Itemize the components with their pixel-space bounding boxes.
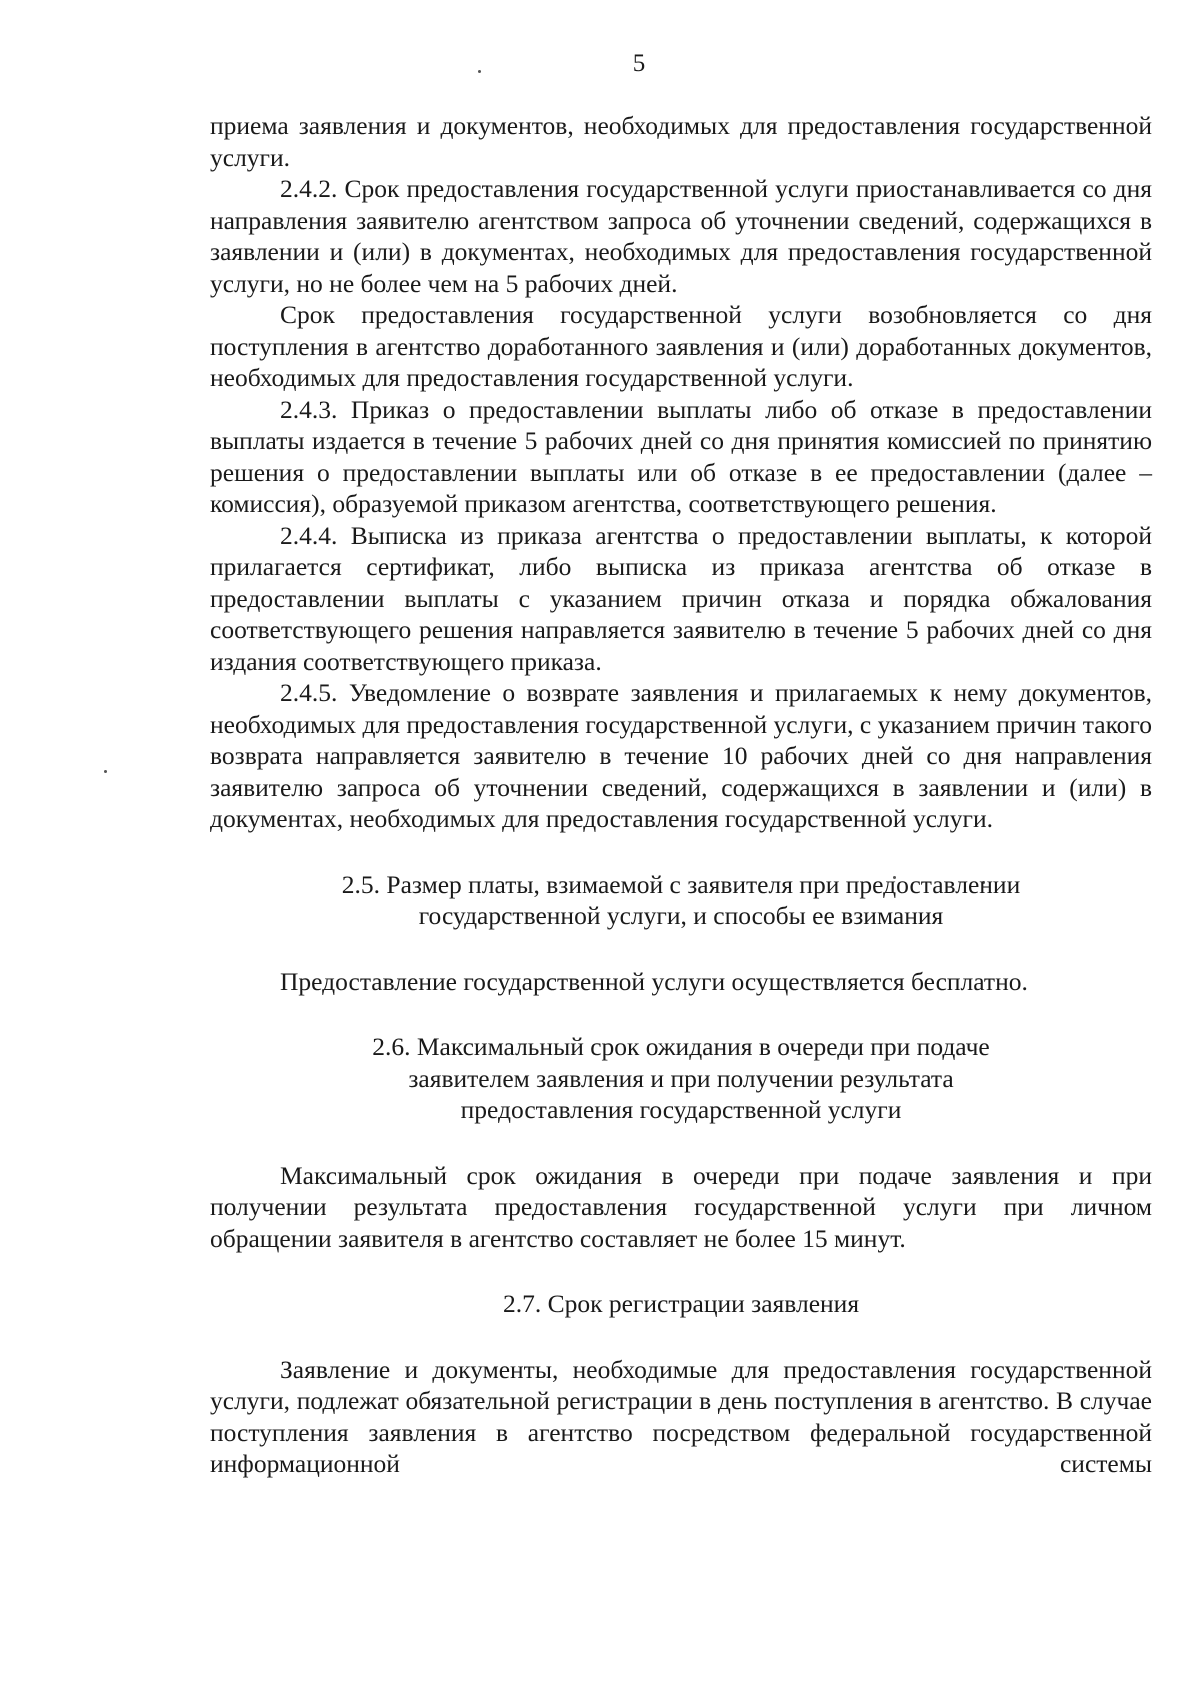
paragraph-2-4-5: 2.4.5. Уведомление о возврате заявления и прилагаемых к нему документов, необходимых для предоставления государственной услуги, с указанием причин такого возврата направляется заявителю в течение 10 рабочих дней со дня направления заявителю запроса об уточнении сведений, содержащихся в заявлении и (или) в документах, необходимых для предоставления государственной услуги. xyxy=(210,678,1152,833)
paragraph-2-4-2: 2.4.2. Срок предоставления государственной услуги приостанавливается со дня направления заявителю агентством запроса об уточнении сведений, содержащихся в заявлении и (или) в документах, необходимых для предоставления государственной услуги, но не более чем на 5 рабочих дней. xyxy=(210,174,1152,298)
stray-mark-left xyxy=(104,770,107,773)
document-body xyxy=(210,110,1152,1480)
paragraph-continuation: приема заявления и документов, необходимых для предоставления государственной услуги. xyxy=(210,111,1152,172)
heading-line: 2.6. Максимальный срок ожидания в очереди при подаче xyxy=(372,1032,990,1061)
page-number: 5 xyxy=(632,50,646,77)
stray-mark-top xyxy=(478,70,481,73)
paragraph-resume-term: Срок предоставления государственной услуги возобновляется со дня поступления в агентство доработанного заявления и (или) доработанных документов, необходимых для предоставления государственной услуги. xyxy=(210,300,1152,392)
section-heading-2-7 xyxy=(210,1288,1152,1320)
heading-line: 2.5. Размер платы, взимаемой с заявителя при предоставлении xyxy=(341,869,1021,899)
paragraph-2-4-3: 2.4.3. Приказ о предоставлении выплаты либо об отказе в предоставлении выплаты издается в течение 5 рабочих дней со дня принятия комиссией по принятию решения о предоставлении выплаты или об отказе в ее предоставлении (далее – комиссия), образуемой приказом агентства, соответствующего решения. xyxy=(210,394,1152,518)
section-text-2-7: Заявление и документы, необходимые для предоставления государственной услуги, подлежат обязательной регистрации в день поступления в агентство. В случае поступления заявления в агентство посредством федеральной государственной информационной системы xyxy=(210,1354,1152,1478)
heading-line: 2.7. Срок регистрации заявления xyxy=(502,1289,860,1318)
heading-line: государственной услуги, и способы ее взимания xyxy=(418,901,944,930)
paragraph-2-4-4: 2.4.4. Выписка из приказа агентства о предоставлении выплаты, к которой прилагается сертификат, либо выписка из приказа агентства об отказе в предоставлении выплаты с указанием причин отказа и порядка обжалования соответствующего решения направляется заявителю в течение 5 рабочих дней со дня издания соответствующего приказа. xyxy=(210,520,1152,676)
heading-line: заявителем заявления и при получении результата xyxy=(408,1063,954,1093)
section-heading-2-6 xyxy=(210,1031,1152,1126)
section-text-2-5: Предоставление государственной услуги осуществляется бесплатно. xyxy=(280,966,1028,996)
section-heading-2-5 xyxy=(210,869,1152,932)
heading-line: предоставления государственной услуги xyxy=(460,1095,902,1124)
section-text-2-6: Максимальный срок ожидания в очереди при подаче заявления и при получении результата предоставления государственной услуги при личном обращении заявителя в агентство составляет не более 15 минут. xyxy=(210,1160,1152,1253)
